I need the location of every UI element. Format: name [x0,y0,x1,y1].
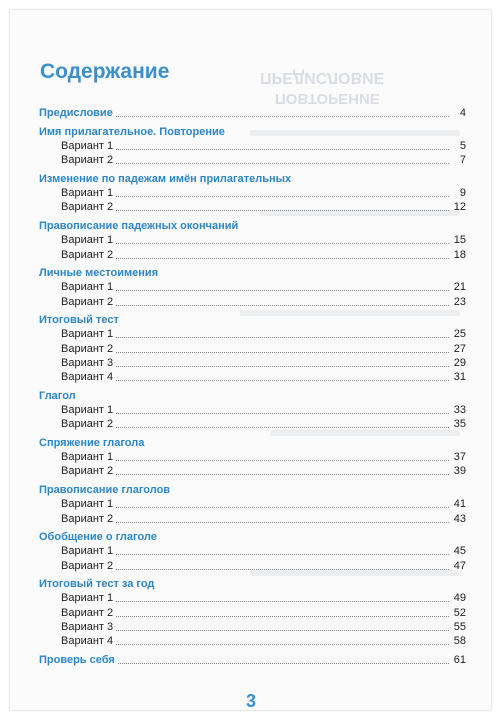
dot-leader [116,427,449,428]
dot-leader [118,663,449,664]
toc-section[interactable] [39,388,466,402]
dot-leader [116,474,449,475]
toc-entry-label: Вариант 3 [61,620,114,633]
dot-leader [116,116,449,117]
dot-leader [116,413,449,414]
dot-leader [116,616,449,617]
toc-entry-label: Вариант 2 [61,342,114,355]
toc-page-number: 52 [453,606,466,619]
toc-section[interactable] [39,106,466,120]
page-title: Содержание [40,60,170,83]
toc-entry-label: Вариант 1 [61,187,114,200]
toc-entry[interactable] [39,511,466,525]
dot-leader [116,522,449,523]
dot-leader [116,380,449,381]
toc-entry-label: Вариант 1 [61,140,114,153]
dot-leader [116,149,449,150]
toc-page-number: 27 [453,342,466,355]
toc-entry[interactable] [39,544,466,558]
toc-page-number: 33 [453,404,466,417]
toc-entry-label: Вариант 2 [61,559,114,572]
dot-leader [116,210,449,211]
toc-page-number: 5 [459,140,466,153]
toc-entry[interactable] [39,153,466,167]
toc-section-title: Правописание глаголов [39,483,171,496]
toc-section-title: Личные местоимения [39,267,159,280]
dot-leader [116,644,449,645]
toc-entry[interactable] [39,464,466,478]
toc-entry[interactable] [39,620,466,634]
toc-page-number: 12 [453,201,466,214]
toc-entry-label: Вариант 1 [61,234,114,247]
toc-entry-label: Вариант 3 [61,356,114,369]
toc-section[interactable] [39,483,466,497]
toc-entry-label: Вариант 1 [61,328,114,341]
toc-entry[interactable] [39,450,466,464]
dot-leader [116,569,449,570]
dot-leader [116,196,449,197]
toc-entry[interactable] [39,370,466,384]
dot-leader [116,243,449,244]
dot-leader [116,163,449,164]
toc-section[interactable] [39,313,466,327]
toc-section-title: Имя прилагательное. Повторение [39,125,225,138]
toc-page-number: 39 [453,465,466,478]
toc-page-number: 37 [453,451,466,464]
toc-entry-label: Вариант 1 [61,451,114,464]
toc-section[interactable] [39,172,466,186]
table-of-contents [39,106,466,667]
toc-entry[interactable] [39,233,466,247]
toc-page-number: 4 [459,107,466,120]
toc-section[interactable] [39,530,466,544]
toc-page-number: 18 [453,248,466,261]
toc-page-number: 47 [453,559,466,572]
toc-entry-label: Вариант 2 [61,248,114,261]
toc-section-title: Итоговый тест за год [39,578,155,591]
toc-page-number: 31 [453,371,466,384]
toc-page-number: 43 [453,512,466,525]
toc-page-number: 29 [453,356,466,369]
toc-page-number: 7 [459,154,466,167]
toc-section-title: Спряжение глагола [39,436,145,449]
toc-entry-label: Вариант 4 [61,635,114,648]
toc-entry[interactable] [39,247,466,261]
toc-entry[interactable] [39,341,466,355]
toc-section-title: Обобщение о глаголе [39,531,157,543]
book-page [10,10,491,710]
toc-section-title: Проверь себя [39,653,115,666]
toc-entry-label: Вариант 2 [61,418,114,431]
dot-leader [116,507,449,508]
toc-entry-label: Вариант 2 [61,154,114,167]
toc-entry[interactable] [39,186,466,200]
toc-entry-label: Вариант 2 [61,295,114,308]
dot-leader [116,460,449,461]
toc-entry-label: Вариант 1 [61,404,114,417]
toc-entry[interactable] [39,356,466,370]
toc-entry-label: Вариант 1 [61,545,114,558]
toc-entry-label: Вариант 1 [61,498,114,511]
toc-entry-label: Вариант 2 [61,201,114,214]
toc-entry[interactable] [39,294,466,308]
dot-leader [116,554,449,555]
toc-entry[interactable] [39,497,466,511]
toc-page-number: 35 [453,418,466,431]
toc-page-number: 55 [453,620,466,633]
toc-entry-label: Вариант 1 [61,281,114,294]
toc-page-number: 9 [459,187,466,200]
toc-entry[interactable] [39,417,466,431]
toc-entry[interactable] [39,605,466,619]
toc-section-title: Глагол [39,389,76,402]
toc-entry[interactable] [39,200,466,214]
toc-page-number: 23 [453,295,466,308]
dot-leader [116,352,449,353]
toc-page-number: 45 [453,545,466,558]
toc-section[interactable] [39,577,466,591]
toc-page-number: 21 [453,281,466,294]
toc-section-title: Итоговый тест [39,314,119,327]
dot-leader [116,305,449,306]
toc-entry-label: Вариант 4 [61,371,114,384]
toc-page-number: 41 [453,498,466,511]
bleed-through-heading: ПРЕДИСЛОВИЕ [260,69,385,86]
bleed-through-subheading: ПОВТОРЕНИЕ [275,90,380,107]
toc-entry[interactable] [39,403,466,417]
dot-leader [116,258,449,259]
toc-entry[interactable] [39,139,466,153]
toc-section[interactable] [39,652,466,666]
toc-entry[interactable] [39,558,466,572]
toc-page-number: 49 [453,592,466,605]
toc-section[interactable] [39,436,466,450]
toc-entry[interactable] [39,591,466,605]
dot-leader [116,290,449,291]
toc-entry[interactable] [39,280,466,294]
toc-section[interactable] [39,124,466,138]
toc-entry[interactable] [39,634,466,648]
dot-leader [116,337,449,338]
toc-entry-label: Вариант 2 [61,512,114,525]
dot-leader [116,630,449,631]
toc-page-number: 58 [453,635,466,648]
toc-page-number: 61 [453,653,466,666]
toc-entry-label: Вариант 1 [61,592,114,605]
toc-page-number: 15 [453,234,466,247]
toc-entry[interactable] [39,327,466,341]
toc-section[interactable] [39,219,466,233]
dot-leader [116,601,449,602]
toc-section-title: Предисловие [39,107,113,120]
toc-section-title: Изменение по падежам имён прилагательных [39,172,292,185]
toc-entry-label: Вариант 2 [61,465,114,478]
dot-leader [116,366,449,367]
page-number: 3 [246,691,257,710]
toc-entry-label: Вариант 2 [61,606,114,619]
toc-section[interactable] [39,266,466,280]
toc-section-title: Правописание падежных окончаний [39,219,239,232]
toc-page-number: 25 [453,328,466,341]
